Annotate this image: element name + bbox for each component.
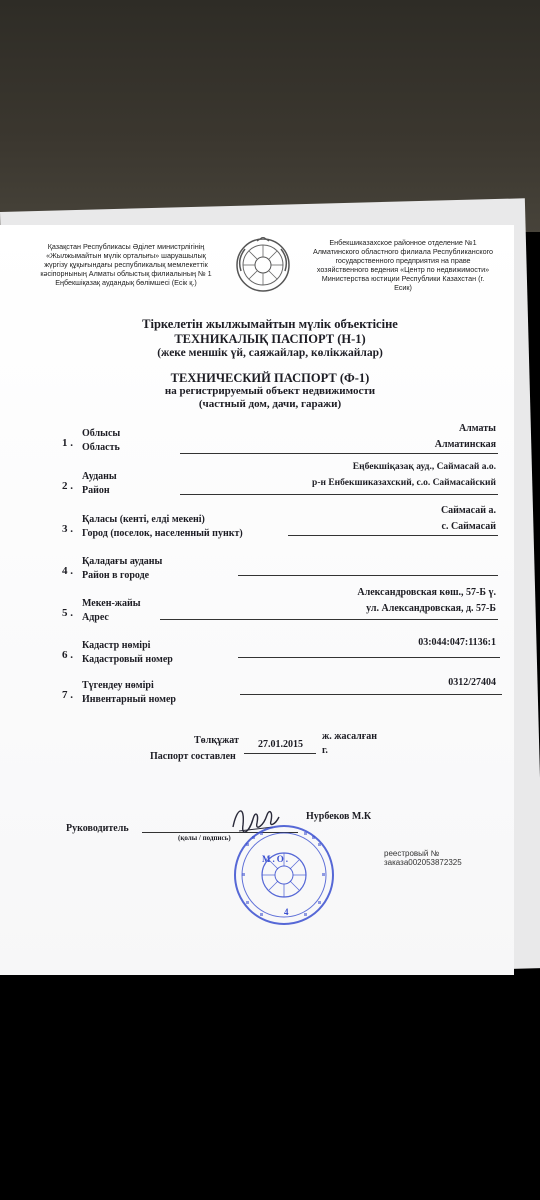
field-underline [180,494,498,495]
field-label-ru: Инвентарный номер [82,694,176,705]
field-label-ru: Адрес [82,612,109,623]
date-underline [244,753,316,754]
field-value-ru: р-н Енбекшиказахский, с.о. Саймасайский [312,478,496,488]
field-address [0,587,514,637]
stamp-initials: М.О. [262,854,290,864]
stamp-number: 4 [284,907,289,917]
composed-label-kz: Төлқұжат [194,735,239,746]
field-label-kz: Кадастр нөмірі [82,640,151,651]
field-value-ru: 0312/27404 [448,677,496,688]
header-right-line: государственного предприятия на праве [335,256,471,265]
field-number: 2 . [62,480,73,492]
field-district [0,462,514,510]
composed-label-ru: Паспорт составлен [150,751,236,762]
field-number: 7 . [62,689,73,701]
field-label-kz: Облысы [82,428,121,439]
composed-date: 27.01.2015 [258,739,303,750]
field-number: 5 . [62,607,73,619]
field-value-ru: 03:044:047:1136:1 [418,637,496,648]
document-sheet [0,225,514,977]
header-right-line: хозяйственного ведения «Центр по недвижимости» [316,265,490,274]
photo-background-top [0,0,540,232]
title-ru-line-3: (частный дом, дачи, гаражи) [198,398,342,410]
field-label-ru: Район в городе [82,570,150,581]
header-left-organization [26,242,226,287]
signature-role: Руководитель [66,823,129,834]
field-underline [288,535,498,536]
field-label-ru: Район [82,485,110,496]
composed-suffix-ru: г. [322,745,328,756]
field-number: 4 . [62,565,73,577]
header-left-line: жүргізу құқығындағы республикалық мемлекеттік [44,260,208,269]
field-label-ru: Кадастровый номер [82,654,173,665]
field-region [0,425,514,467]
field-label-kz: Қаладағы ауданы [82,556,163,567]
header-left-line: Қазақстан Республикасы Әділет министрлігінің [47,242,205,251]
field-underline [160,619,498,620]
title-kz-line-3: (жеке меншік үй, саяжайлар, көлікжайлар) [157,347,383,359]
header-right-organization [298,238,508,292]
field-value-kz: Алматы [458,423,496,434]
signature-caption: (қолы / подпись) [178,834,231,842]
field-label-kz: Қаласы (кенті, елді мекені) [82,514,205,525]
field-value-ru: с. Саймасай [441,521,496,532]
title-ru-line-1: ТЕХНИЧЕСКИЙ ПАСПОРТ (Ф-1) [170,371,370,385]
state-emblem-icon [235,237,291,293]
field-number: 3 . [62,523,73,535]
title-ru-line-2: на регистрируемый объект недвижимости [164,385,376,397]
field-label-ru: Область [82,442,120,453]
field-label-ru: Город (поселок, населенный пункт) [82,528,243,539]
field-number: 1 . [62,437,73,449]
field-city [0,505,514,553]
field-underline [180,453,498,454]
header-right-line: Министерства юстиции Республики Казахстан (г. [321,274,485,283]
field-inventory-number [0,677,514,719]
field-label-kz: Ауданы [82,471,117,482]
field-underline [240,694,502,695]
header-left-line: «Жылжымайтын мүлік орталығы» шаруашылық [46,251,206,260]
photo-background-bottom [0,975,540,1200]
header-left-line: Еңбекшіқазақ аудандық бөлімшесі (Есік қ.) [55,278,197,287]
registry-number: реестровый № заказа002053872325 [384,849,462,867]
title-kz-line-1: Тіркелетін жылжымайтын мүлік объектісіне [142,317,398,331]
title-kz-line-2: ТЕХНИКАЛЫҚ ПАСПОРТ (Н-1) [174,332,366,346]
field-value-ru: Алматинская [434,439,496,450]
field-value-kz: Александровская көш., 57-Б ү. [357,587,496,598]
field-underline [238,657,500,658]
header-right-line: Есик) [394,283,412,292]
header-right-line: Енбекшиказахское районное отделение №1 [329,238,477,247]
signatory-name: Нурбеков М.К [306,811,372,822]
field-cadastral-number [0,637,514,679]
header-left-line: кәсіпорнының Алматы облыстық филиалының № 1 [40,269,212,278]
header-right-line: Алматинского областного филиала Республиканского [312,247,494,256]
field-value-kz: Саймасай а. [440,505,496,516]
field-number: 6 . [62,649,73,661]
composed-suffix-kz: ж. жасалған [322,731,378,742]
field-label-kz: Мекен-жайы [82,598,141,609]
field-underline [238,575,498,576]
field-value-ru: ул. Александровская, д. 57-Б [366,603,496,614]
field-label-kz: Түгендеу нөмірі [82,680,154,691]
field-value-kz: Еңбекшіқазақ ауд., Саймасай а.о. [352,462,496,472]
